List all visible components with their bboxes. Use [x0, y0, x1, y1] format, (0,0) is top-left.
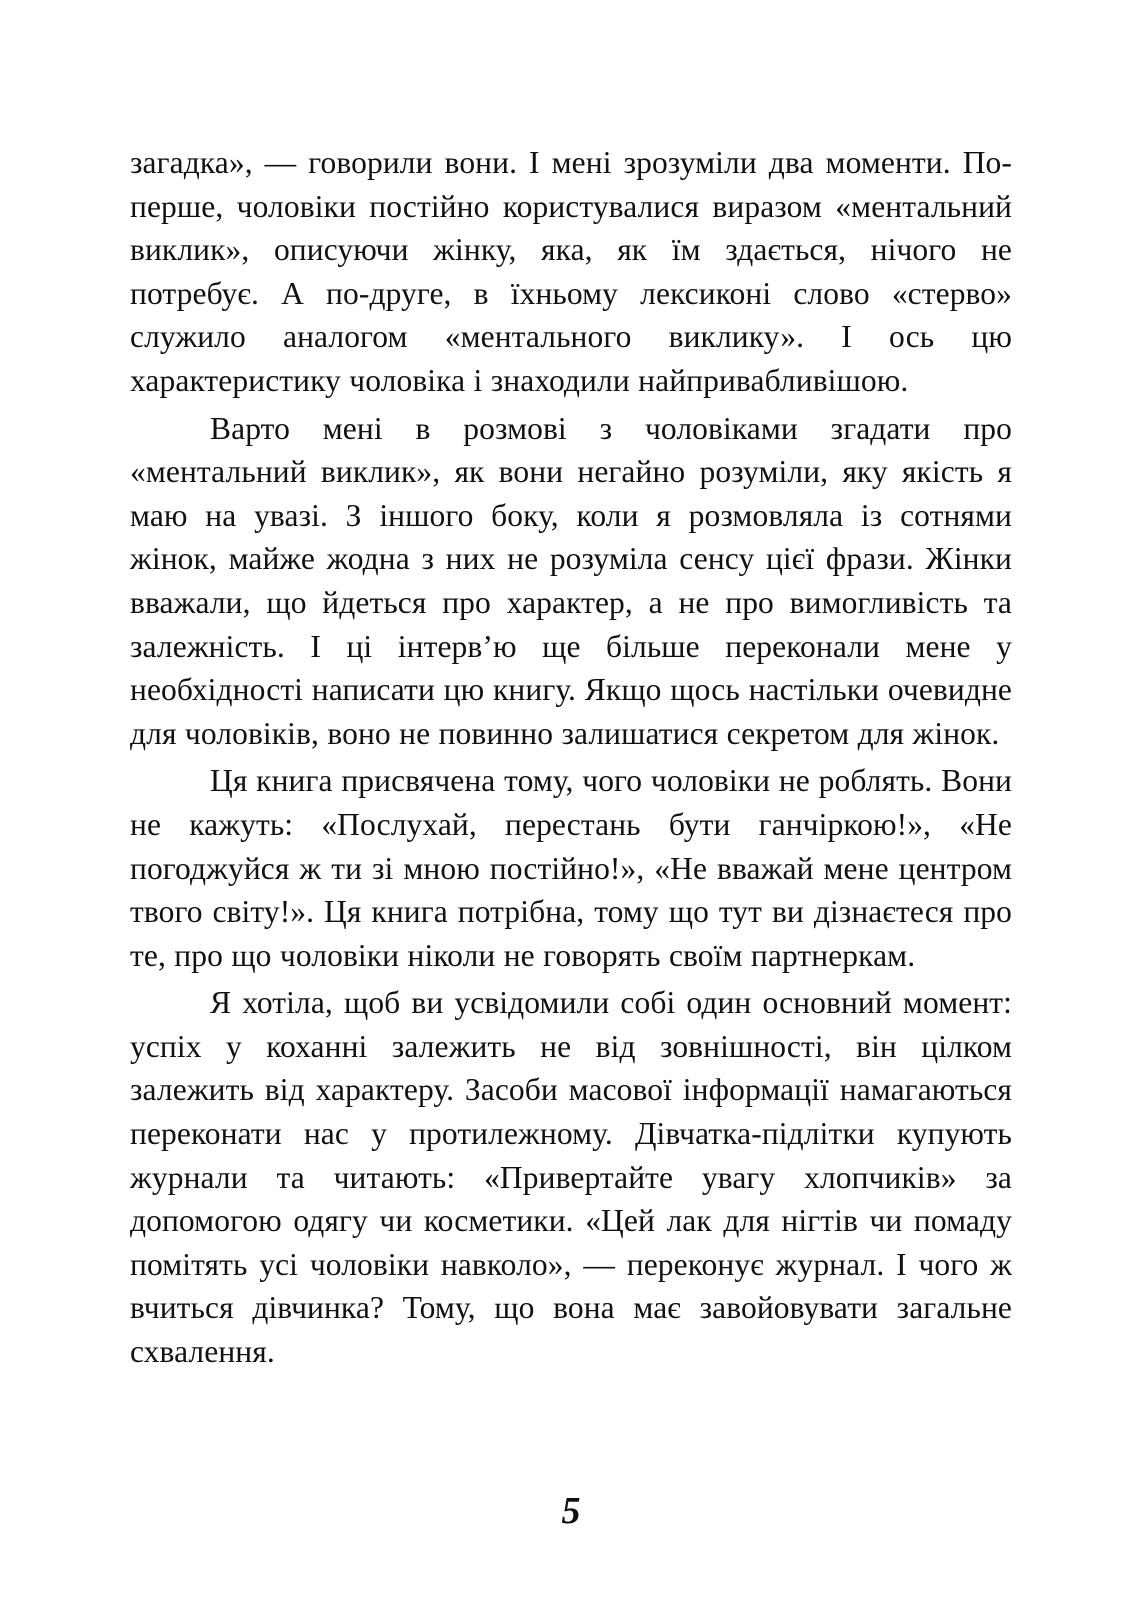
- page-number: 5: [561, 1490, 581, 1532]
- paragraph-continuation: загадка», — говорили вони. І мені зрозуміли два моменти. По-перше, чоловіки постійно користувалися виразом «ментальний виклик», описуючи жінку, яка, як їм здається, нічого не потребує. А по-друге, в їхньому лексиконі слово «стерво» служило аналогом «ментального виклику». І ось цю характеристику чоловіка і знаходили найпривабливішою.: [130, 145, 1012, 398]
- paragraph-2: Варто мені в розмові з чоловіками згадати про «ментальний виклик», як вони негайно розуміли, яку якість я маю на увазі. З іншого боку, коли я розмовляла із сотнями жінок, майже жодна з них не розуміла сенсу цієї фрази. Жінки вважали, що йдеться про характер, а не про вимогливість та залежність. І ці інтерв’ю ще більше переконали мене у необхідності написати цю книгу. Якщо щось настільки очевидне для чоловіків, воно не повинно залишатися секретом для жінок.: [130, 410, 1012, 751]
- paragraph-4: Я хотіла, щоб ви усвідомили собі один основний момент: успіх у коханні залежить не від зовнішності, він цілком залежить від характеру. Засоби масової інформації намагаються переконати нас у протилежному. Дівчатка-підлітки купують журнали та читають: «Привертайте увагу хлопчиків» за допомогою одягу чи косметики. «Цей лак для нігтів чи помаду помітять усі чоловіки навколо», — переконує журнал. І чого ж вчиться дівчинка? Тому, що вона має завойовувати загальне схвалення.: [130, 985, 1012, 1370]
- paragraph-3: Ця книга присвячена тому, чого чоловіки не роблять. Вони не кажуть: «Послухай, перестань бути ганчіркою!», «Не погоджуйся ж ти зі мною постійно!», «Не вважай мене центром твого світу!». Ця книга потрібна, тому що тут ви дізнаєтеся про те, про що чоловіки ніколи не говорять своїм партнеркам.: [130, 763, 1012, 973]
- body-text-column: [130, 141, 1012, 1374]
